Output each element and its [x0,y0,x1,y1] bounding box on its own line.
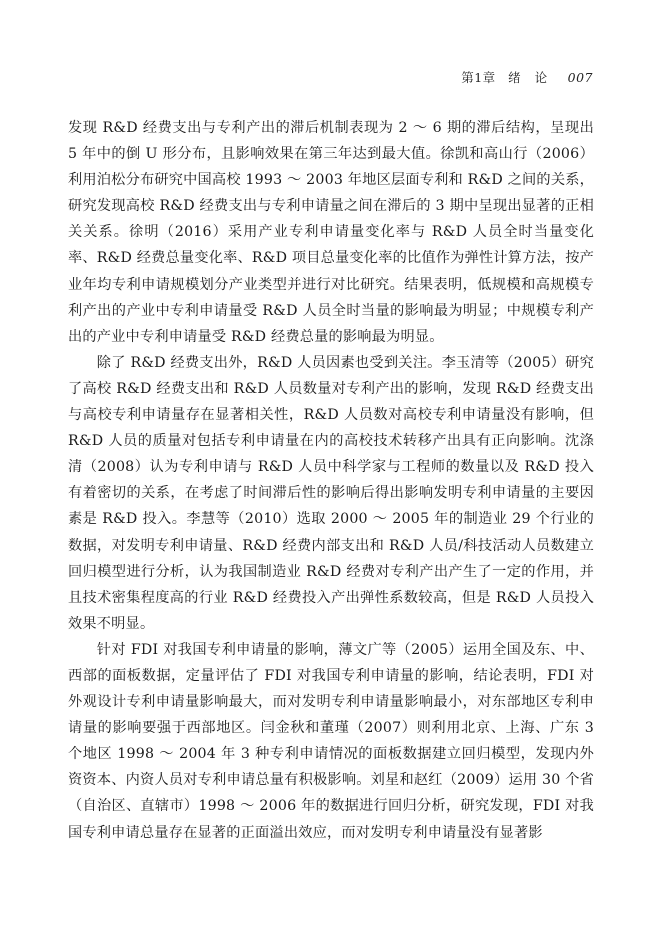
body-text [68,115,594,846]
paragraph-1: 发现 R&D 经费支出与专利产出的滞后机制表现为 2 ～ 6 期的滞后结构，呈现出 5 年中的倒 U 形分布，且影响效果在第三年达到最大值。徐凯和高山行（2006）利用泊松分布研究中国高校 1993 ～ 2003 年地区层面专利和 R&D 之间的关系，研究发现高校 R&D 经费支出与专利申请量之间在滞后的 3 期中呈现出显著的正相关关系。徐明（2016）采用产业专利申请量变化率与 R&D 人员全时当量变化率、R&D 经费总量变化率、R&D 项目总量变化率的比值作为弹性计算方法，按产业年均专利申请规模划分产业类型并进行对比研究。结果表明，低规模和高规模专利产出的产业中专利申请量受 R&D 人员全时当量的影响最为明显；中规模专利产出的产业中专利申请量受 R&D 经费总量的影响最为明显。 [68,120,595,345]
page-number: 007 [567,70,593,85]
chapter-title: 绪论 [508,70,562,85]
running-header [461,68,593,86]
chapter-label: 第1章 [461,70,496,85]
paragraph-3: 针对 FDI 对我国专利申请量的影响，薄文广等（2005）运用全国及东、中、西部的面板数据，定量评估了 FDI 对我国专利申请量的影响，结论表明，FDI 对外观设计专利申请量影响最大，而对发明专利申请量影响最小，对东部地区专利申请量的影响要强于西部地区。闫金秋和董瑾（2007）则利用北京、上海、广东 3 个地区 1998 ～ 2004 年 3 种专利申请情况的面板数据建立回归模型，发现内外资资本、内资人员对专利申请总量有积极影响。刘星和赵红（2009）运用 30 个省（自治区、直辖市）1998 ～ 2006 年的数据进行回归分析，研究发现，FDI 对我国专利申请总量存在显著的正面溢出效应，而对发明专利申请量没有显著影 [68,641,594,841]
paragraph-2: 除了 R&D 经费支出外，R&D 人员因素也受到关注。李玉清等（2005）研究了高校 R&D 经费支出和 R&D 人员数量对专利产出的影响，发现 R&D 经费支出与高校专利申请量存在显著相关性，R&D 人员数对高校专利申请量没有影响，但 R&D 人员的质量对包括专利申请量在内的高校技术转移产出具有正向影响。沈涤清（2008）认为专利申请与 R&D 人员中科学家与工程师的数量以及 R&D 投入有着密切的关系，在考虑了时间滞后性的影响后得出影响发明专利申请量的主要因素是 R&D 投入。李慧等（2010）选取 2000 ～ 2005 年的制造业 29 个行业的数据，对发明专利申请量、R&D 经费内部支出和 R&D 人员/科技活动人员数建立回归模型进行分析，认为我国制造业 R&D 经费对专利产出产生了一定的作用，并且技术密集程度高的行业 R&D 经费投入产出弹性系数较高，但是 R&D 人员投入效果不明显。 [68,354,594,632]
